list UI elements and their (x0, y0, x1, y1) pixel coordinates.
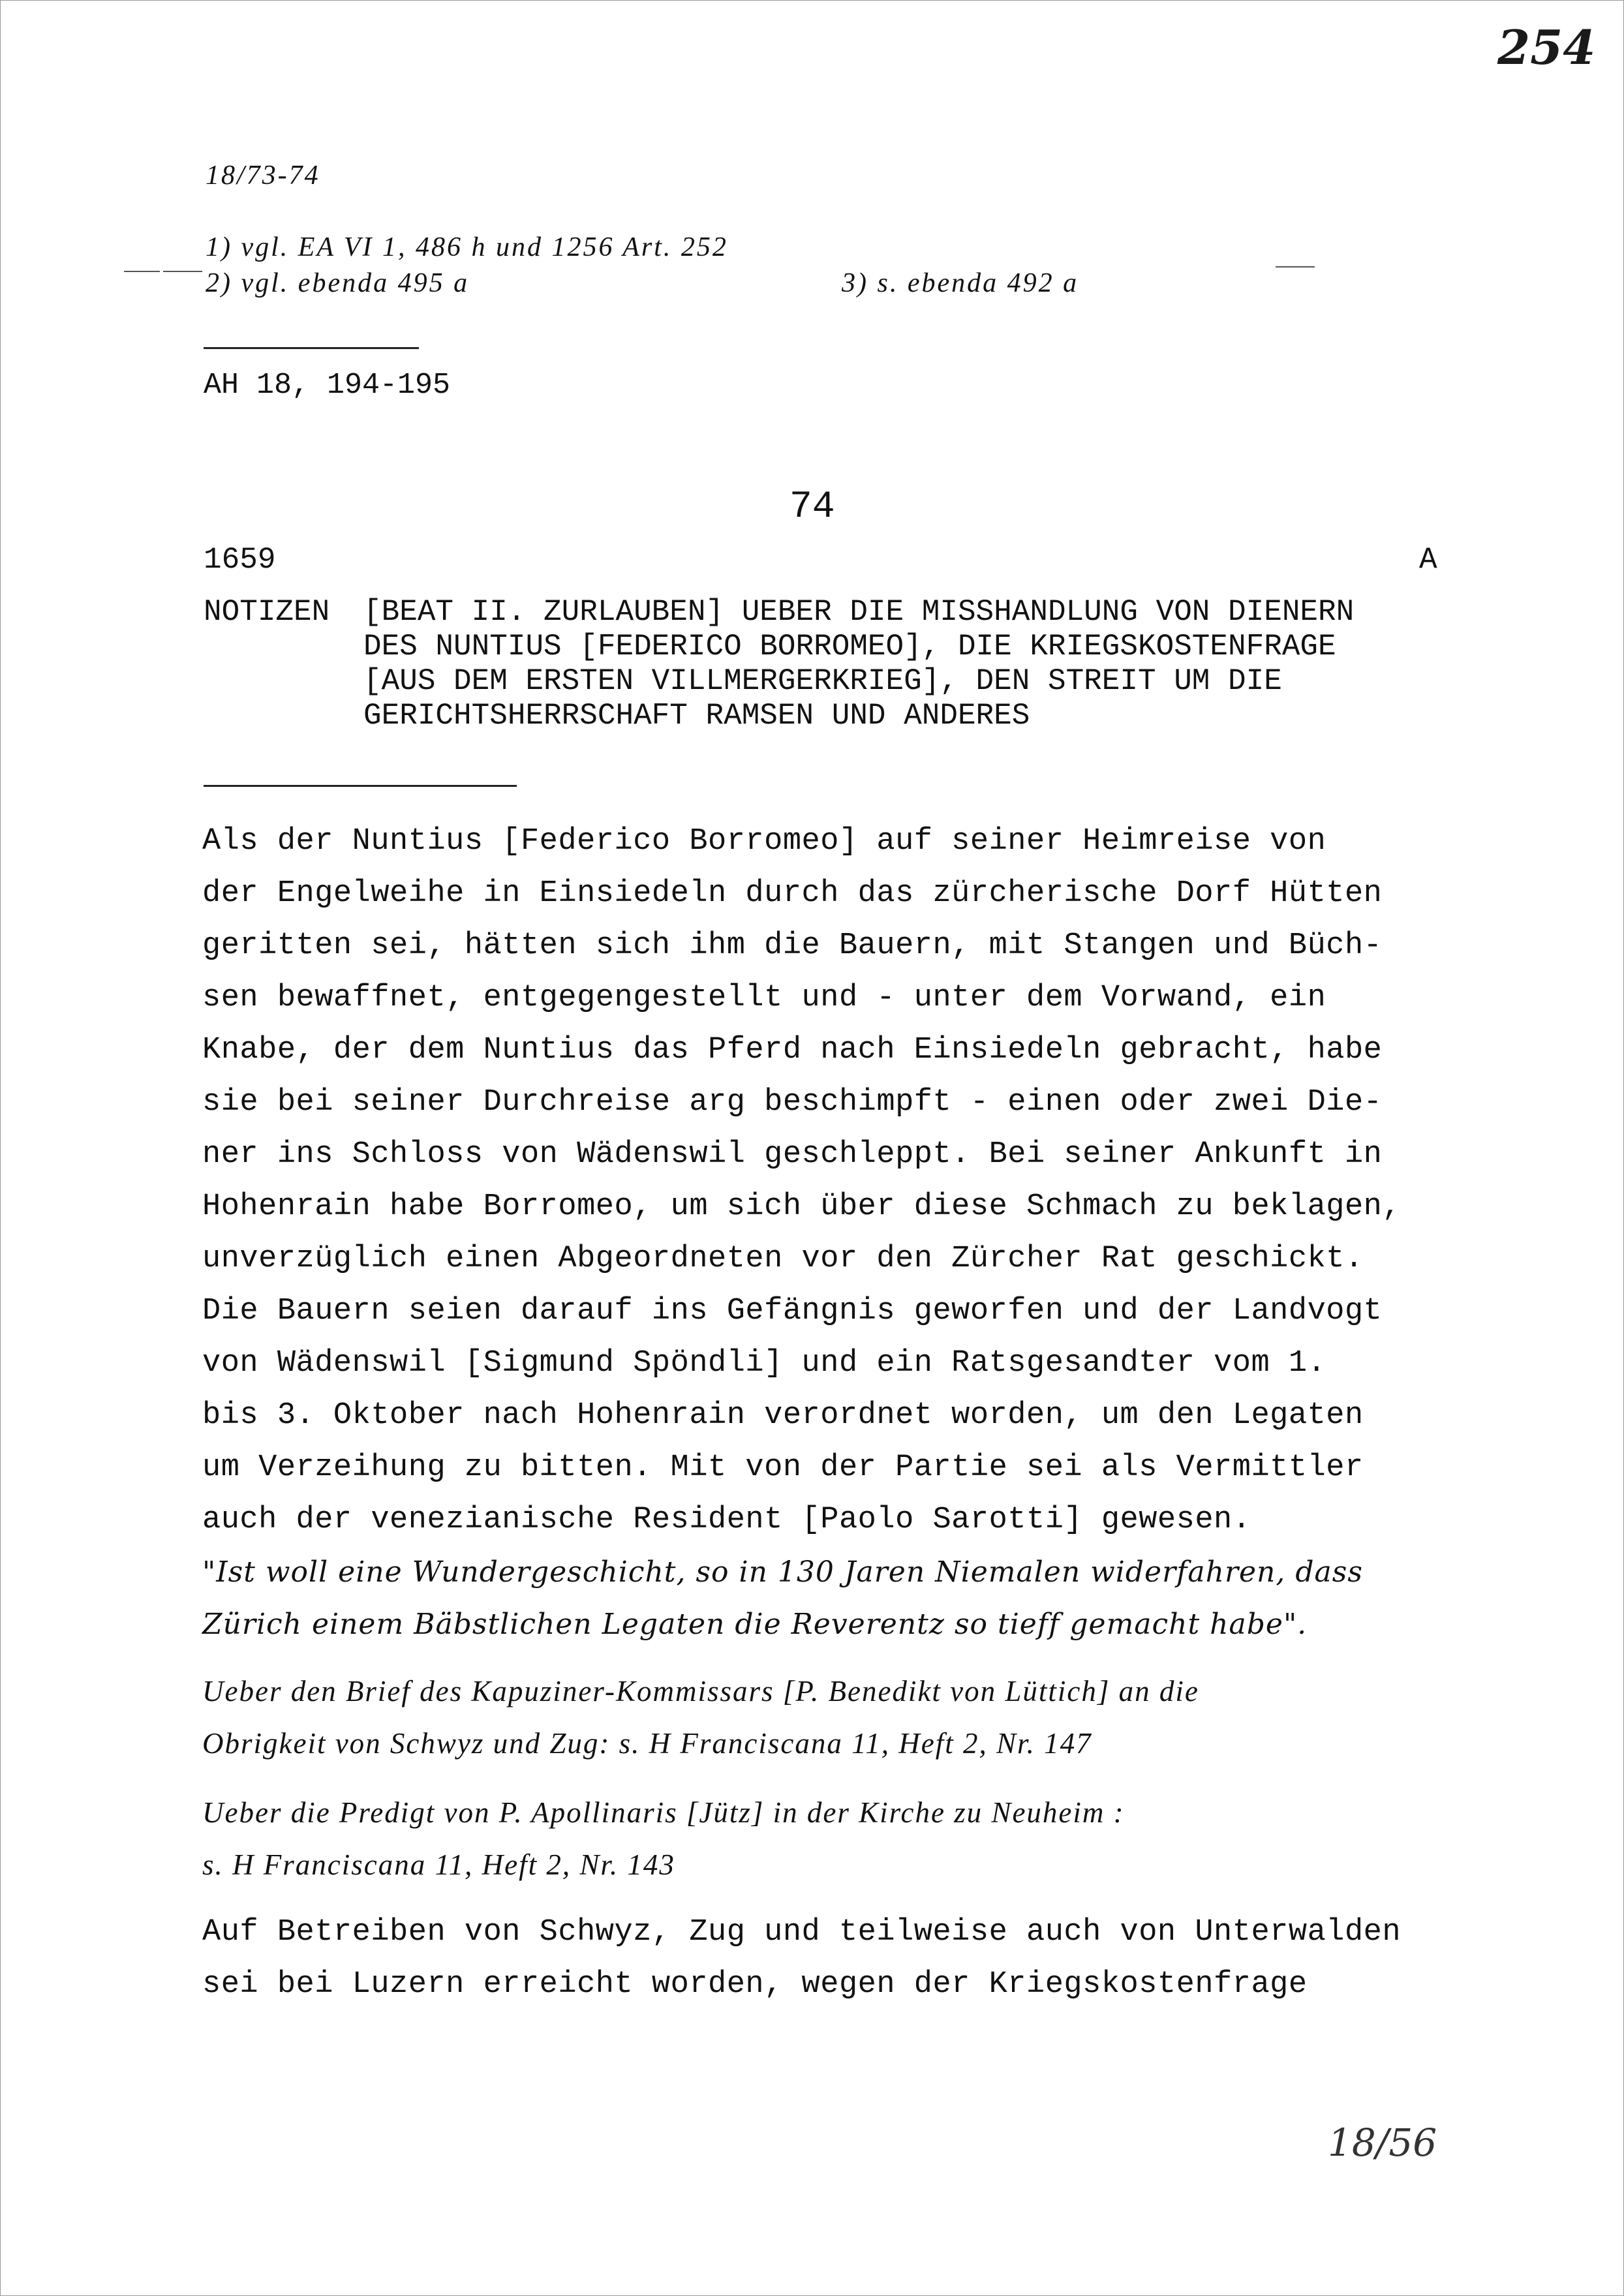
reference-code: 18/73-74 (206, 161, 320, 191)
note-line: Obrigkeit von Schwyz und Zug: s. H Franciscana 11, Heft 2, Nr. 147 (202, 1727, 1092, 1760)
footnote-left-dash-1 (124, 271, 160, 272)
body-line: Knabe, der dem Nuntius das Pferd nach Einsiedeln gebracht, habe (202, 1033, 1383, 1067)
footnote-line-1: 1) vgl. EA VI 1, 486 h und 1256 Art. 252 (206, 232, 728, 262)
footnote-left-dash-2 (163, 271, 202, 272)
section-rule-2 (204, 785, 517, 787)
section-rule-1 (204, 347, 419, 349)
heading-line-2: DES NUNTIUS [FEDERICO BORROMEO], DIE KRIEGSKOSTENFRAGE (363, 630, 1336, 664)
body-line: von Wädenswil [Sigmund Spöndli] und ein Ratsgesandter vom 1. (202, 1346, 1326, 1381)
quote-line: Zürich einem Bäbstlichen Legaten die Reverentz so tieff gemacht habe". (202, 1608, 1308, 1641)
body-line: sie bei seiner Durchreise arg beschimpft - einen oder zwei Die- (202, 1085, 1383, 1120)
handwritten-bottom-note: 18/56 (1328, 2120, 1437, 2165)
footnote-line-2b: 3) s. ebenda 492 a (842, 268, 1079, 298)
body-line: sen bewaffnet, entgegengestellt und - unter dem Vorwand, ein (202, 981, 1326, 1015)
body-line: um Verzeihung zu bitten. Mit von der Partie sei als Vermittler (202, 1450, 1364, 1485)
body-line: ner ins Schloss von Wädenswil geschleppt. Bei seiner Ankunft in (202, 1137, 1383, 1172)
note-line: s. H Franciscana 11, Heft 2, Nr. 143 (202, 1848, 675, 1881)
body-line: Als der Nuntius [Federico Borromeo] auf seiner Heimreise von (202, 824, 1326, 859)
quote-line: "Ist woll eine Wundergeschicht, so in 130 Jaren Niemalen widerfahren, dass (202, 1555, 1363, 1589)
body-line: Auf Betreiben von Schwyz, Zug und teilweise auch von Unterwalden (202, 1915, 1402, 1950)
body-line: unverzüglich einen Abgeordneten vor den Zürcher Rat geschickt. (202, 1242, 1364, 1276)
body-line: geritten sei, hätten sich ihm die Bauern, mit Stangen und Büch- (202, 928, 1383, 963)
document-year: 1659 (204, 543, 276, 577)
note-1 (202, 1665, 1475, 1769)
body-line: bis 3. Oktober nach Hohenrain verordnet worden, um den Legaten (202, 1398, 1364, 1433)
body-line: Die Bauern seien darauf ins Gefängnis geworfen und der Landvogt (202, 1294, 1383, 1328)
footnote-line-2a: 2) vgl. ebenda 495 a (206, 268, 470, 298)
heading-label: NOTIZEN (204, 595, 330, 629)
document-number: 74 (789, 486, 835, 528)
body-line: der Engelweihe in Einsiedeln durch das zürcherische Dorf Hütten (202, 876, 1383, 911)
body-line: auch der venezianische Resident [Paolo Sarotti] gewesen. (202, 1503, 1251, 1537)
source-reference: AH 18, 194-195 (204, 369, 451, 402)
footnote-right-dash (1276, 266, 1315, 268)
body-line: sei bei Luzern erreicht worden, wegen der Kriegskostenfrage (202, 1967, 1308, 2002)
note-2 (202, 1786, 1475, 1891)
note-line: Ueber die Predigt von P. Apollinaris [Jütz] in der Kirche zu Neuheim : (202, 1796, 1125, 1829)
heading-line-4: GERICHTSHERRSCHAFT RAMSEN UND ANDERES (363, 699, 1030, 733)
body-paragraph-2 (202, 1906, 1475, 2011)
heading-line-1: [BEAT II. ZURLAUBEN] UEBER DIE MISSHANDLUNG VON DIENERN (363, 595, 1355, 629)
body-paragraph-1 (202, 816, 1475, 1651)
handwritten-page-number: 254 (1497, 20, 1596, 75)
document-type-letter: A (1419, 543, 1437, 577)
body-line: Hohenrain habe Borromeo, um sich über diese Schmach zu beklagen, (202, 1189, 1402, 1224)
heading-line-3: [AUS DEM ERSTEN VILLMERGERKRIEG], DEN STREIT UM DIE (363, 664, 1282, 698)
note-line: Ueber den Brief des Kapuziner-Kommissars [P. Benedikt von Lüttich] an die (202, 1675, 1199, 1707)
